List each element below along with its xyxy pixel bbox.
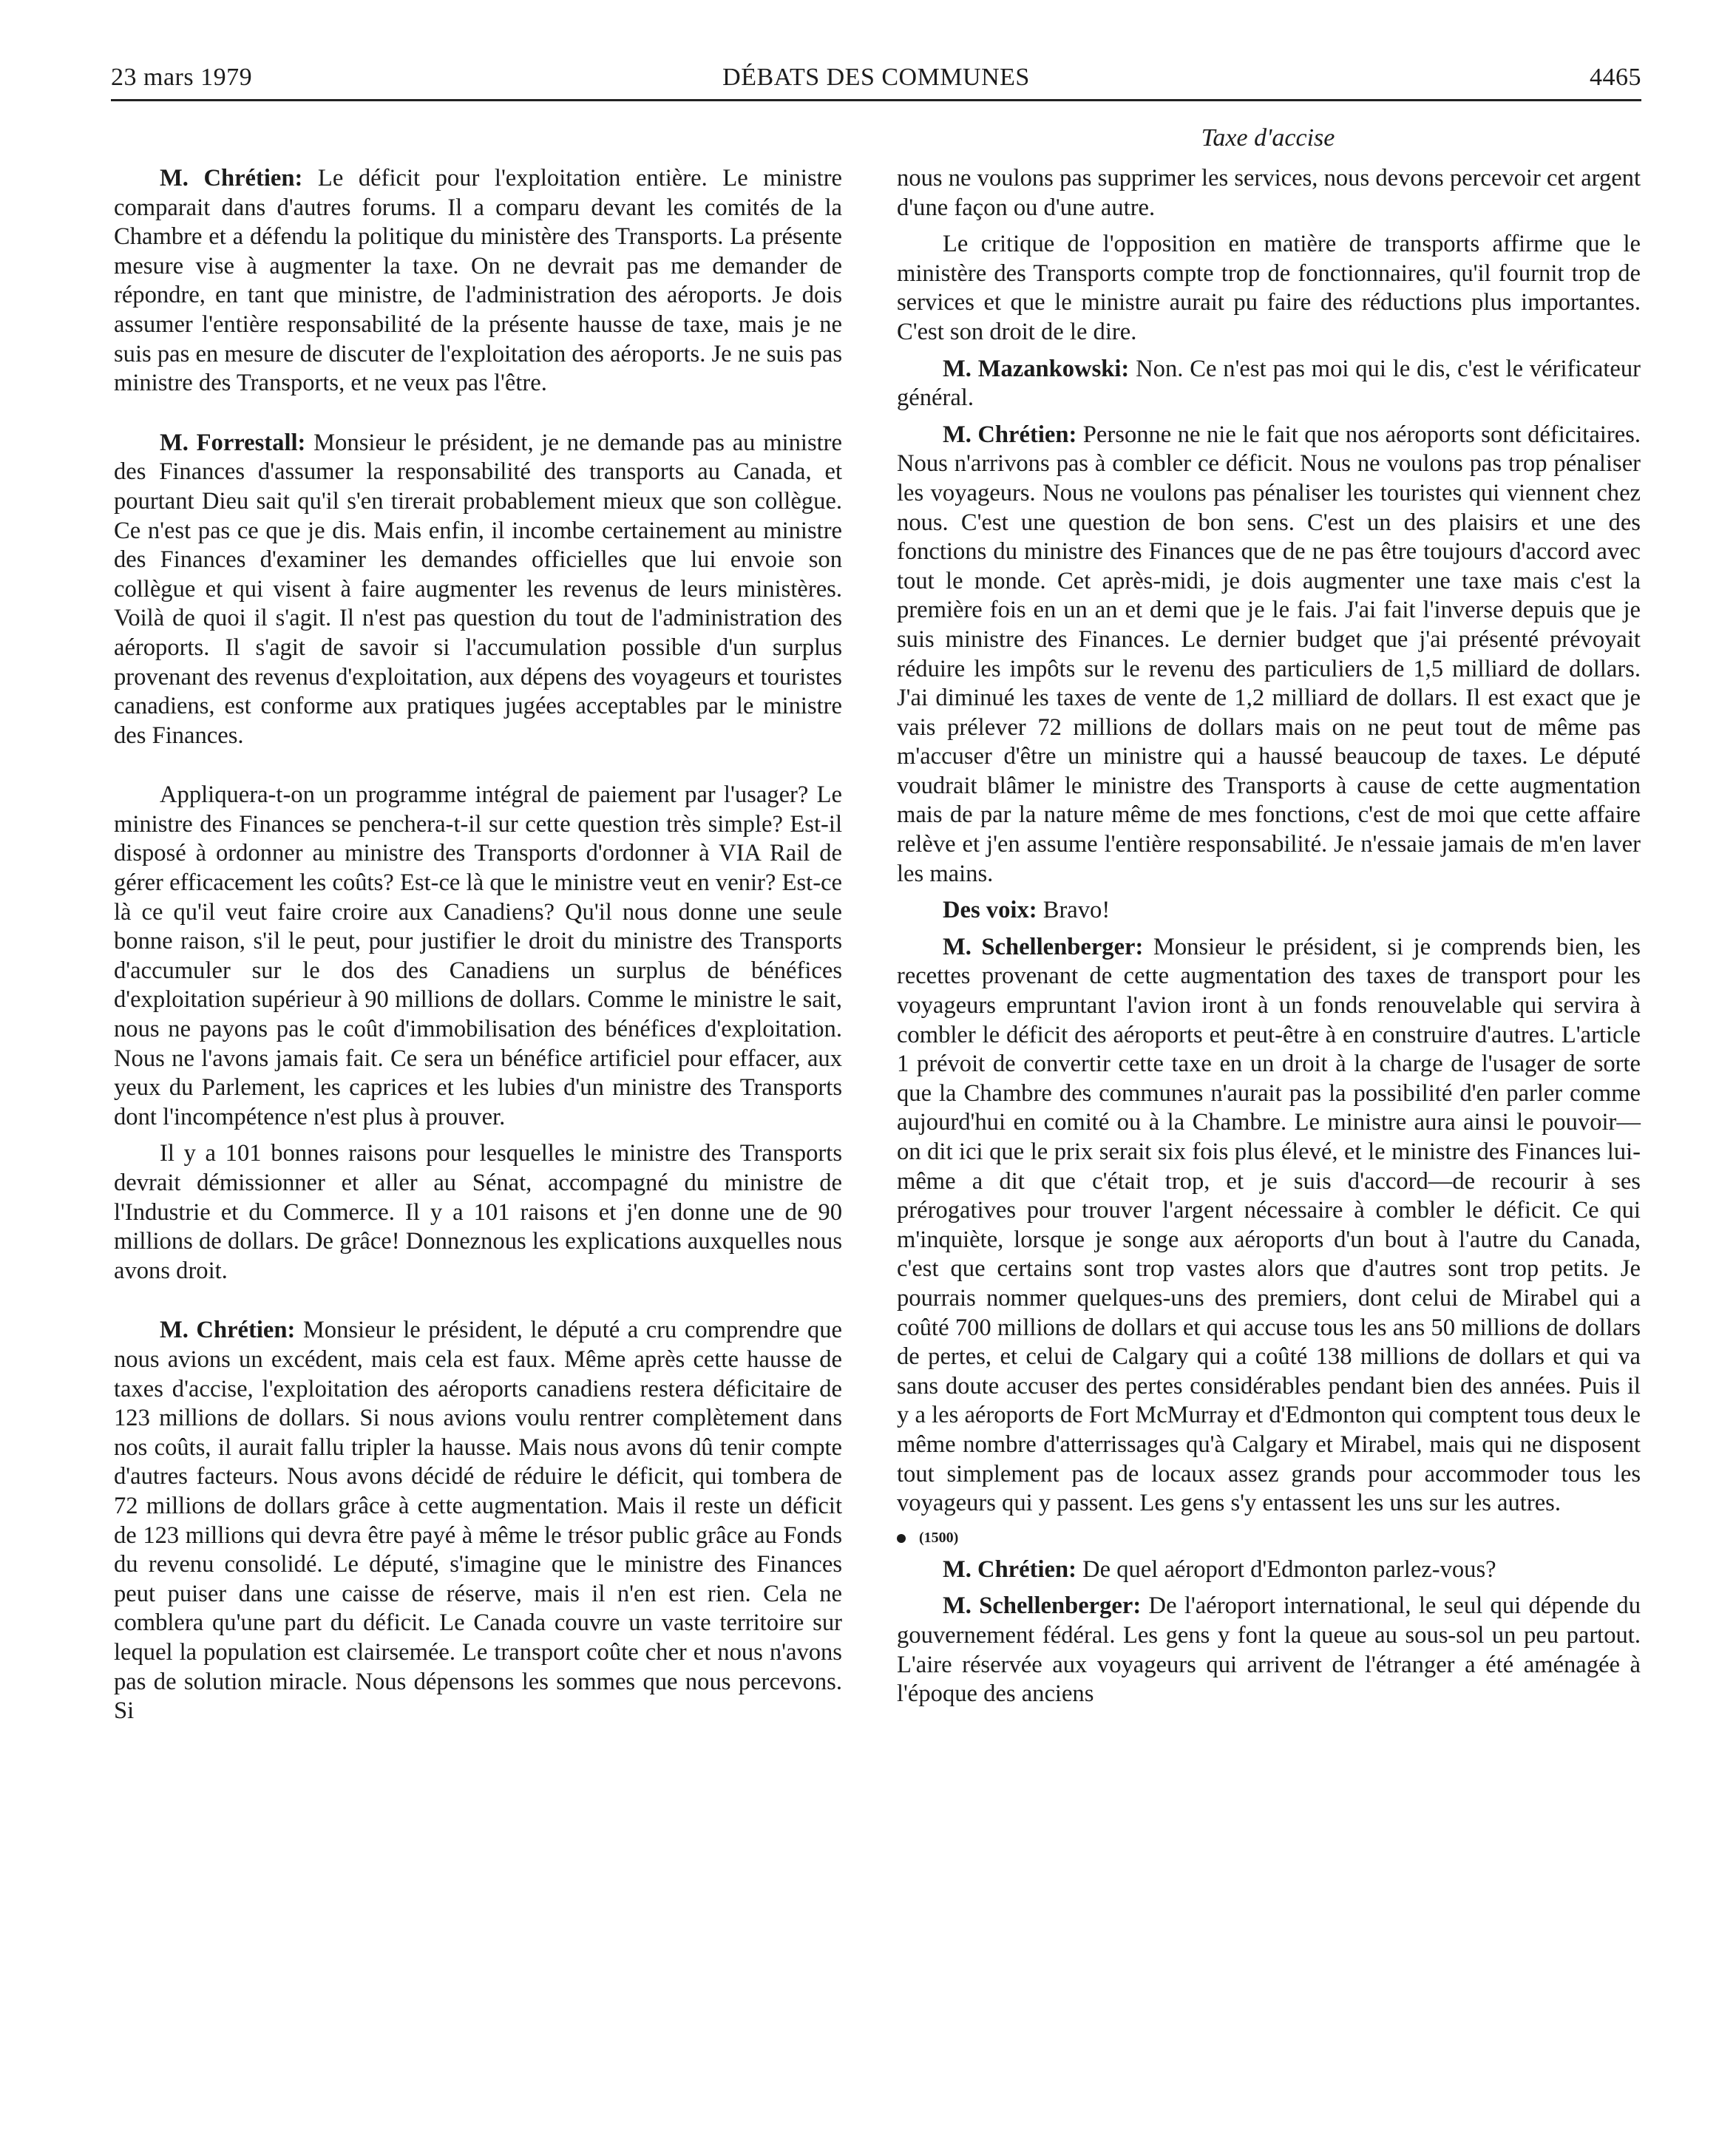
paragraph-text: Bravo! (1037, 897, 1111, 924)
paragraph (114, 1316, 842, 1726)
bullet-icon (897, 1534, 906, 1543)
paragraph (897, 355, 1641, 413)
paragraph-text: Monsieur le président, si je comprends bien, les recettes provenant de cette augmentation des taxes de transport pour les voyageurs empruntant l'avion iront à un fonds renouvelable qui servira à combler le déficit des aéroports et peut-être à en construire d'autres. L'article 1 prévoit de convertir cette taxe en un droit à la charge de l'usager de sorte que la Chambre des communes n'aurait pas la possibilité d'en parler comme aujourd'hui en comité ou à la Chambre. Le ministre aura ainsi le pouvoir—on dit ici que le prix serait six fois plus élevé, et le ministre des Finances lui-même a dit que c'était trop, et je suis d'accord—de recourir à ses prérogatives pour trouver l'argent nécessaire à combler le déficit. Ce qui m'inquiète, lorsque je songe aux aéroports d'un bout à l'autre du Canada, c'est que certains sont trop vastes alors que d'autres sont trop petits. Je pourrais nommer quelques-uns des premiers, dont celui de Mirabel qui a coûté 700 millions de dollars et qui accuse tous les ans 50 millions de dollars de pertes, et celui de Calgary qui a coûté 138 millions de dollars et qui va sans doute accuser des pertes considérables pendant bien des années. Puis il y a les aéroports de Fort McMurray et d'Edmonton qui comptent tous deux le même nombre d'atterrissages qu'à Calgary et Mirabel, mais qui ne disposent tout simplement pas de locaux assez grands pour accommoder tous les voyageurs qui y passent. Les gens s'y entassent les uns sur les autres. (897, 933, 1641, 1517)
speaker-name: M. Schellenberger: (943, 933, 1144, 960)
header-publication: DÉBATS DES COMMUNES (722, 64, 1030, 91)
running-header (111, 64, 1641, 101)
header-rule (111, 99, 1641, 101)
paragraph-text: Monsieur le président, le député a cru comprendre que nous avions un excédent, mais cela est faux. Même après cette hausse de taxes d'accise, l'exploitation des aéroports canadiens restera déficitaire de 123 millions de dollars. Si nous avions voulu rentrer complètement dans nos coûts, il aurait fallu tripler la hausse. Mais nous avons dû tenir compte d'autres facteurs. Nous avons décidé de réduire le déficit, qui tombera de 72 millions de dollars grâce à cette augmentation. Mais il reste un déficit de 123 millions qui devra être payé à même le trésor public grâce au Fonds du revenu consolidé. Le député, s'imagine que le ministre des Finances peut puiser dans une caisse de réserve, mais il n'en est rien. Cela ne comblera qu'une part du déficit. Le Canada couvre un vaste territoire sur lequel la population est clairsemée. Le transport coûte cher et nous n'avons pas de solution miracle. Nous dépensons les sommes que nous percevons. Si (114, 1317, 842, 1725)
time-marker-text: (1500) (919, 1529, 959, 1546)
section-title: Taxe d'accise (1201, 124, 1335, 152)
speaker-name: M. Forrestall: (160, 429, 306, 456)
speaker-name: M. Chrétien: (160, 165, 303, 191)
paragraph (897, 1592, 1641, 1709)
paragraph (897, 896, 1641, 926)
time-marker (897, 1527, 1641, 1548)
paragraph (897, 933, 1641, 1519)
speaker-name: M. Chrétien: (943, 421, 1077, 448)
speaker-name: M. Chrétien: (943, 1555, 1076, 1583)
paragraph (114, 429, 842, 751)
paragraph-text: De l'aéroport international, le seul qui dépende du gouvernement fédéral. Les gens y font la queue au sous-sol un peu partout. L'aire réservée aux voyageurs qui arrivent de l'étranger a été aménagée à l'époque des anciens (897, 1592, 1641, 1708)
paragraph-text: Le déficit pour l'exploitation entière. Le ministre comparait dans d'autres forums. Il a comparu devant les comités de la Chambre et a défendu la politique du ministère des Transports. La présente mesure vise à augmenter la taxe. On ne devrait pas me demander de répondre, en tant que ministre, de l'administration des aéroports. Je dois assumer l'entière responsabilité de la présente hausse de taxe, mais je ne suis pas en mesure de discuter de l'exploitation des aéroports. Je ne suis pas ministre des Transports, et ne veux pas l'être. (114, 165, 843, 397)
paragraph (897, 421, 1641, 889)
paragraph (114, 1139, 842, 1286)
speaker-name: M. Schellenberger: (943, 1592, 1142, 1620)
header-page-number: 4465 (1590, 64, 1641, 91)
paragraph-text: Monsieur le président, je ne demande pas au ministre des Finances d'assumer la responsabilité des transports au Canada, et pourtant Dieu sait qu'il s'en tirerait probablement mieux que son collègue. Ce n'est pas ce que je dis. Mais enfin, il incombe certainement au ministre des Finances d'examiner les demandes officielles que lui envoie son collègue et qui visent à faire augmenter les revenus de leurs ministères. Voilà de quoi il s'agit. Il n'est pas question du tout de l'administration des aéroports. Il s'agit de savoir si l'accumulation possible d'un surplus provenant des revenus d'exploitation, aux dépens des voyageurs et touristes canadiens, est conforme aux pratiques jugées acceptables par le ministre des Finances. (114, 429, 842, 749)
paragraph-text: Appliquera-t-on un programme intégral de paiement par l'usager? Le ministre des Finances se penchera-t-il sur cette question très simple? Est-il disposé à ordonner au ministre des Transports d'ordonner à VIA Rail de gérer efficacement les coûts? Est-ce là que le ministre veut en venir? Est-ce là ce qu'il veut faire croire aux Canadiens? Qu'il nous donne une seule bonne raison, s'il le peut, pour justifier le droit du ministre des Transports d'accumuler sur le dos des Canadiens un surplus de bénéfices d'exploitation supérieur à 90 millions de dollars. Comme le ministre le sait, nous ne payons pas le coût d'immobilisation des bénéfices d'exploitation. Nous ne l'avons jamais fait. Ce sera un bénéfice artificiel pour effacer, aux yeux du Parlement, les caprices et les lubies d'un ministre des Transports dont l'incompétence n'est plus à prouver. (114, 781, 842, 1130)
paragraph-text: Il y a 101 bonnes raisons pour lesquelles le ministre des Transports devrait démissionner et aller au Sénat, accompagné du ministre de l'Industrie et du Commerce. Il y a 101 raisons et j'en donne une de 90 millions de dollars. De grâce! Donneznous les explications auxquelles nous avons droit. (114, 1140, 842, 1284)
speaker-name: Des voix: (943, 897, 1037, 924)
right-column (897, 164, 1641, 1709)
left-column (114, 164, 842, 1726)
speaker-name: M. Mazankowski: (943, 355, 1130, 382)
paragraph-text: nous ne voulons pas supprimer les services, nous devons percevoir cet argent d'une façon ou d'une autre. (897, 165, 1641, 221)
paragraph (114, 164, 842, 398)
paragraph-text: De quel aéroport d'Edmonton parlez-vous? (1076, 1555, 1496, 1583)
header-date: 23 mars 1979 (111, 64, 253, 91)
speaker-name: M. Chrétien: (160, 1317, 296, 1344)
paragraph-text: Le critique de l'opposition en matière de transports affirme que le ministère des Transports compte trop de fonctionnaires, qu'il fournit trop de services et que le ministre aurait pu faire des réductions plus importantes. C'est son droit de le dire. (897, 231, 1641, 345)
paragraph (897, 1555, 1641, 1585)
paragraph (897, 230, 1641, 347)
paragraph (114, 781, 842, 1132)
paragraph-text: Non. Ce n'est pas moi qui le dis, c'est le vérificateur général. (897, 355, 1641, 412)
paragraph-continuation (897, 164, 1641, 223)
paragraph-text: Personne ne nie le fait que nos aéroports sont déficitaires. Nous n'arrivons pas à combler ce déficit. Nous ne voulons pas trop pénaliser les voyageurs. Nous ne voulons pas pénaliser les touristes qui viennent chez nous. C'est une question de bon sens. C'est un des plaisirs et une des fonctions du ministre des Finances que de ne pas être toujours d'accord avec tout le monde. Cet après-midi, je dois augmenter une taxe mais c'est la première fois en un an et demi que je le fais. J'ai fait l'inverse depuis que je suis ministre des Finances. Le dernier budget que j'ai présenté prévoyait réduire les impôts sur le revenu des particuliers de 1,5 milliard de dollars. J'ai diminué les taxes de vente de 1,2 milliard de dollars. Il est exact que je vais prélever 72 millions de dollars mais on ne peut tout de même pas m'accuser d'être un ministre qui a haussé beaucoup de taxes. Le député voudrait blâmer le ministre des Transports à cause de cette augmentation mais de par la nature même de mes fonctions, c'est de moi que cette affaire relève et j'en assume l'entière responsabilité. Je n'essaie jamais de m'en laver les mains. (897, 421, 1641, 887)
